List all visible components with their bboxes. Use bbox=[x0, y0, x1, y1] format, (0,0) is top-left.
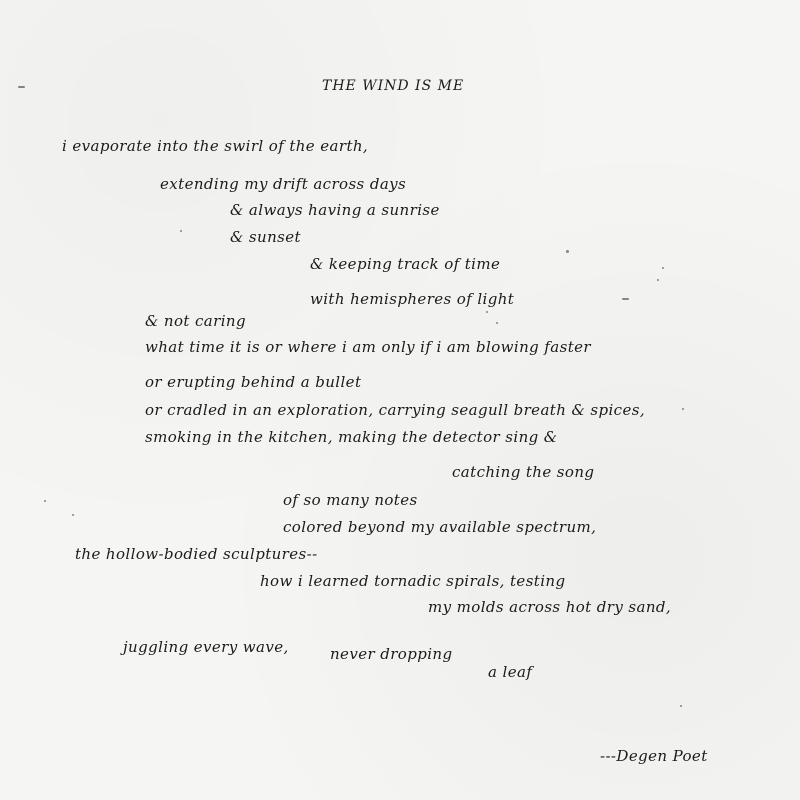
poem-line-17: my molds across hot dry sand, bbox=[428, 598, 672, 616]
scan-speck bbox=[662, 267, 664, 269]
scan-speck bbox=[496, 322, 498, 324]
poem-line-6: with hemispheres of light bbox=[310, 290, 515, 308]
poem-line-12: catching the song bbox=[452, 463, 595, 481]
poem-line-16: how i learned tornadic spirals, testing bbox=[260, 572, 566, 590]
scan-speck bbox=[180, 230, 182, 232]
poem-line-13: of so many notes bbox=[283, 491, 418, 509]
poem-line-14: colored beyond my available spectrum, bbox=[283, 518, 597, 536]
poem-line-18: juggling every wave, bbox=[123, 638, 289, 656]
scan-speck bbox=[682, 408, 684, 410]
poem-line-9: or erupting behind a bullet bbox=[145, 373, 362, 391]
poem-line-5: & keeping track of time bbox=[310, 255, 501, 273]
scan-speck bbox=[72, 514, 74, 516]
scan-speck bbox=[680, 705, 682, 707]
poem-line-4: & sunset bbox=[230, 228, 301, 246]
poem-line-1: i evaporate into the swirl of the earth, bbox=[62, 137, 369, 155]
scan-speck bbox=[18, 86, 25, 88]
poem-signature: ---Degen Poet bbox=[600, 747, 708, 765]
scan-speck bbox=[622, 298, 629, 300]
scan-speck bbox=[44, 500, 46, 502]
scan-speck bbox=[566, 250, 569, 253]
poem-line-8: what time it is or where i am only if i am blowing faster bbox=[145, 338, 591, 356]
poem-line-10: or cradled in an exploration, carrying seagull breath & spices, bbox=[145, 401, 645, 419]
poem-line-7: & not caring bbox=[145, 312, 246, 330]
poem-line-3: & always having a sunrise bbox=[230, 201, 440, 219]
poem-line-19: never dropping bbox=[330, 645, 453, 663]
poem-line-2: extending my drift across days bbox=[160, 175, 407, 193]
poem-title: THE WIND IS ME bbox=[322, 78, 465, 94]
poem-line-20: a leaf bbox=[488, 663, 533, 681]
scan-speck bbox=[657, 279, 659, 281]
poem-line-15: the hollow-bodied sculptures-- bbox=[75, 545, 318, 563]
poem-line-11: smoking in the kitchen, making the detector sing & bbox=[145, 428, 558, 446]
scan-speck bbox=[486, 311, 488, 313]
